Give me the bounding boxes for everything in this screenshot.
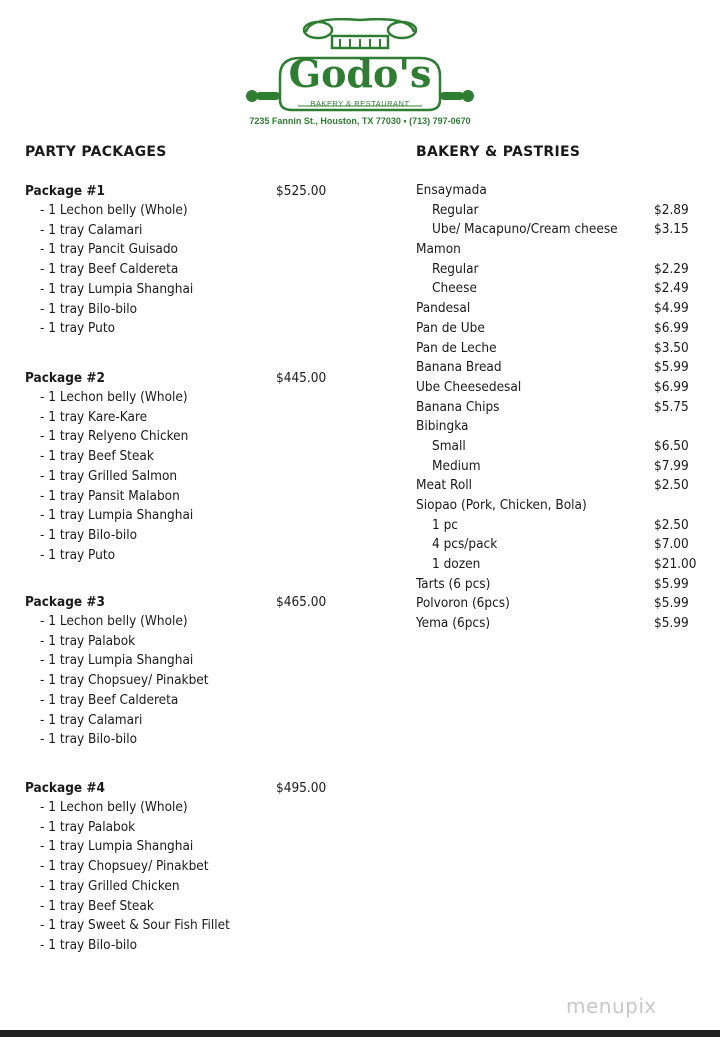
package-item: - 1 tray Puto (40, 546, 116, 563)
bakery-item-name: 1 pc (432, 516, 458, 533)
package-block (25, 181, 335, 339)
package-block (25, 778, 335, 956)
bakery-item-row (416, 516, 716, 536)
bakery-item-price: $5.99 (654, 615, 689, 632)
package-item: - 1 Lechon belly (Whole) (40, 613, 188, 629)
bakery-item-name: Ube Cheesedesal (416, 378, 522, 395)
bakery-item-price: $2.50 (654, 516, 689, 533)
bakery-pastries-list (416, 181, 716, 634)
bakery-item-price: $3.15 (654, 221, 689, 238)
bakery-item-row (416, 594, 716, 614)
bakery-item-row (416, 457, 716, 477)
bakery-item-row (416, 555, 716, 575)
bakery-pastries-title: BAKERY & PASTRIES (416, 144, 581, 160)
bakery-item-row (416, 299, 716, 319)
bakery-item-price: $6.50 (654, 437, 689, 454)
package-item: - 1 tray Bilo-bilo (40, 526, 138, 543)
package-block (25, 592, 335, 750)
package-item: - 1 tray Beef Caldereta (40, 261, 179, 278)
package-item: - 1 tray Lumpia Shanghai (40, 280, 194, 297)
package-name: Package #2 (25, 370, 105, 386)
package-item: - 1 tray Kare-Kare (40, 408, 148, 425)
package-name: Package #4 (25, 780, 105, 796)
package-item: - 1 tray Sweet & Sour Fish Fillet (40, 917, 230, 934)
package-header (25, 181, 335, 201)
bakery-item-name: Banana Chips (416, 398, 500, 415)
bakery-item-name: Pan de Ube (416, 319, 485, 336)
package-item: - 1 tray Bilo-bilo (40, 731, 138, 748)
package-item: - 1 tray Lumpia Shanghai (40, 507, 194, 524)
package-item: - 1 tray Palabok (40, 818, 136, 835)
bakery-item-name: 4 pcs/pack (432, 536, 498, 553)
package-item: - 1 tray Lumpia Shanghai (40, 838, 194, 855)
bakery-item-row (416, 535, 716, 555)
package-name: Package #1 (25, 183, 105, 199)
brand-subtitle: BAKERY & RESTAURANT (310, 99, 410, 108)
bakery-item-price: $5.99 (654, 575, 689, 592)
bakery-item-price: $3.50 (654, 339, 689, 356)
package-item: - 1 Lechon belly (Whole) (40, 799, 188, 815)
package-item: - 1 tray Puto (40, 320, 116, 337)
bakery-item-price: $5.99 (654, 359, 689, 376)
bakery-item-row (416, 437, 716, 457)
bakery-item-row (416, 339, 716, 359)
package-item: - 1 tray Grilled Salmon (40, 467, 178, 484)
watermark-text: menupix (566, 994, 657, 1018)
package-price: $465.00 (276, 594, 327, 610)
bakery-item-price: $21.00 (654, 556, 697, 573)
bakery-item-row (416, 496, 716, 516)
package-item: - 1 tray Calamari (40, 221, 143, 238)
package-item: - 1 tray Lumpia Shanghai (40, 652, 194, 669)
package-header (25, 778, 335, 798)
bakery-item-price: $5.99 (654, 595, 689, 612)
bakery-item-row (416, 240, 716, 260)
bakery-item-row (416, 614, 716, 634)
package-item: - 1 tray Grilled Chicken (40, 877, 180, 894)
brand-name: Godo's (288, 51, 432, 96)
bakery-item-row (416, 417, 716, 437)
bakery-item-price: $2.29 (654, 260, 689, 277)
package-item: - 1 tray Relyeno Chicken (40, 428, 189, 445)
bakery-item-price: $7.99 (654, 457, 689, 474)
package-item: - 1 tray Beef Steak (40, 897, 154, 914)
bakery-item-price: $2.89 (654, 201, 689, 218)
bakery-item-row (416, 575, 716, 595)
package-item: - 1 tray Pansit Malabon (40, 487, 180, 504)
bakery-item-row (416, 319, 716, 339)
bakery-item-row (416, 220, 716, 240)
package-item: - 1 tray Calamari (40, 711, 143, 728)
bakery-item-name: Pan de Leche (416, 339, 497, 356)
bakery-item-name: Regular (432, 260, 479, 277)
party-packages-title: PARTY PACKAGES (25, 144, 167, 160)
restaurant-address: 7235 Fannin St., Houston, TX 77030 • (713) 797-0670 (249, 116, 471, 126)
package-price: $495.00 (276, 780, 327, 796)
bakery-item-row (416, 378, 716, 398)
bakery-item-row (416, 260, 716, 280)
package-item: - 1 tray Bilo-bilo (40, 300, 138, 317)
bakery-item-row (416, 181, 716, 201)
bakery-item-price: $2.49 (654, 280, 689, 297)
bakery-item-name: Bibingka (416, 418, 469, 435)
package-price: $445.00 (276, 370, 327, 386)
bakery-item-row (416, 279, 716, 299)
package-price: $525.00 (276, 183, 327, 199)
package-item: - 1 tray Chopsuey/ Pinakbet (40, 858, 209, 875)
bakery-item-row (416, 358, 716, 378)
bakery-item-name: Polvoron (6pcs) (416, 595, 510, 612)
package-item: - 1 tray Beef Steak (40, 448, 154, 465)
bakery-item-price: $6.99 (654, 319, 689, 336)
bakery-item-row (416, 476, 716, 496)
bakery-item-price: $5.75 (654, 398, 689, 415)
package-item: - 1 tray Palabok (40, 632, 136, 649)
bakery-item-price: $4.99 (654, 300, 689, 317)
bakery-item-name: Pandesal (416, 300, 471, 317)
bakery-item-row (416, 201, 716, 221)
package-item: - 1 tray Bilo-bilo (40, 936, 138, 953)
bakery-item-name: Yema (6pcs) (416, 615, 491, 632)
package-item: - 1 tray Beef Caldereta (40, 691, 179, 708)
restaurant-logo (240, 18, 480, 130)
package-header (25, 592, 335, 612)
bakery-item-row (416, 398, 716, 418)
bakery-item-price: $2.50 (654, 477, 689, 494)
bakery-item-price: $6.99 (654, 378, 689, 395)
bakery-item-name: Cheese (432, 280, 477, 297)
bakery-item-name: Ube/ Macapuno/Cream cheese (432, 221, 618, 238)
package-item: - 1 Lechon belly (Whole) (40, 202, 188, 218)
bakery-item-price: $7.00 (654, 536, 689, 553)
package-item: - 1 Lechon belly (Whole) (40, 389, 188, 405)
bottom-bar (0, 1030, 720, 1037)
bakery-item-name: Tarts (6 pcs) (416, 575, 491, 592)
package-header (25, 368, 335, 388)
package-item: - 1 tray Chopsuey/ Pinakbet (40, 672, 209, 689)
bakery-item-name: Medium (432, 457, 481, 474)
bakery-item-name: Meat Roll (416, 477, 473, 494)
bakery-item-name: Ensaymada (416, 182, 487, 198)
bakery-item-name: Small (432, 437, 466, 454)
bakery-item-name: 1 dozen (432, 556, 481, 573)
package-block (25, 368, 335, 565)
bakery-item-name: Banana Bread (416, 359, 502, 376)
bakery-item-name: Siopao (Pork, Chicken, Bola) (416, 497, 587, 513)
package-name: Package #3 (25, 594, 105, 610)
bakery-item-name: Mamon (416, 241, 461, 258)
package-item: - 1 tray Pancit Guisado (40, 241, 178, 258)
bakery-item-name: Regular (432, 201, 479, 218)
